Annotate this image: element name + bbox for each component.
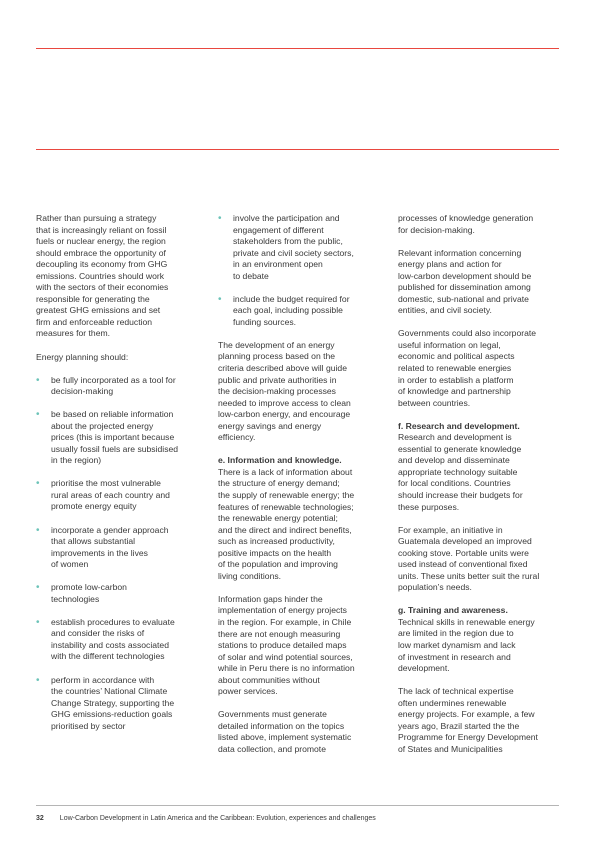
paragraph: Relevant information concerning energy plans and action for low-carbon development should be published for dissemination among domestic, sub-national and private entities, and civil society. (398, 247, 532, 316)
paragraph: Information gaps hinder the implementation of energy projects in the region. For example, in Chile there are not enough measuring stations to produce detailed maps of solar and wind potential sources, while in Peru there is no information about communities without power services. (218, 593, 355, 697)
energy-planning-list-continued (218, 213, 382, 328)
middle-accent-rule (36, 149, 559, 150)
page-footer (36, 814, 376, 823)
list-item: • establish procedures to evaluate and consider the risks of instability and costs associated with the different technologies (36, 616, 175, 662)
paragraph: Research and development is essential to generate knowledge and develop and disseminate appropriate technology suitable for local conditions. Countries should increase their budgets for these purposes. (398, 432, 523, 512)
section-heading-g: g. Training and awareness. (398, 605, 508, 616)
list-item: • be fully incorporated as a tool for decision-making (36, 374, 176, 397)
energy-planning-list (36, 375, 204, 733)
list-item: • involve the participation and engagement of different stakeholders from the public, private and civil society sectors, in an environment open to debate (218, 213, 354, 281)
paragraph: Governments could also incorporate useful information on legal, economic and political aspects related to renewable energies in order to establish a platform of knowledge and partnership between countries. (398, 328, 537, 408)
text-column-2 (218, 213, 382, 755)
top-accent-rule (36, 48, 559, 49)
list-item: • include the budget required for each goal, including possible funding sources. (218, 293, 350, 327)
bullet-icon: • (36, 616, 40, 628)
paragraph: There is a lack of information about the structure of energy demand; the supply of renewable energy; the features of renewable technologies; the renewable energy potential; and the direct and indirect benefits, such as increased productivity, positive impacts on the health of the population and improving living conditions. (218, 466, 355, 581)
paragraph: Governments must generate detailed information on the topics listed above, implement systematic data collection, and promote (218, 709, 352, 754)
paragraph: The development of an energy planning process based on the criteria described above will guide public and private authorities in the decision-making processes needed to improve access to clean low-carbon energy, and encourage energy savings and energy efficiency. (218, 339, 351, 443)
list-item: • promote low-carbon technologies (36, 582, 127, 604)
bullet-icon: • (218, 293, 222, 305)
text-column-3 (398, 213, 564, 755)
list-item: • perform in accordance with the countries’ National Climate Change Strategy, supporting the GHG emissions-reduction goals prioritised by sector (36, 674, 175, 731)
text-column-1 (36, 213, 204, 744)
section-heading-e: e. Information and knowledge. (218, 455, 342, 466)
bullet-icon: • (36, 524, 40, 536)
energy-planning-lead: Energy planning should: (36, 351, 129, 362)
paragraph: For example, an initiative in Guatemala developed an improved cooking stove. Portable units were used instead of conventional fixed units. These units better suit the rural population’s needs. (398, 524, 540, 593)
bullet-icon: • (36, 409, 40, 421)
bullet-icon: • (36, 478, 40, 490)
list-item: • incorporate a gender approach that allows substantial improvements in the lives of women (36, 524, 169, 570)
bullet-icon: • (36, 582, 40, 594)
page-number: 32 (36, 815, 44, 822)
bullet-icon: • (36, 374, 40, 386)
paragraph: The lack of technical expertise often undermines renewable energy projects. For example, a few years ago, Brazil started the the Programme for Energy Development of States and Municipalities (398, 686, 538, 754)
list-item: • be based on reliable information about the projected energy prices (this is important because usually fossil fuels are subsidised in the region) (36, 409, 179, 466)
bullet-icon: • (218, 213, 222, 224)
list-item: • prioritise the most vulnerable rural areas of each country and promote energy equity (36, 478, 170, 512)
publication-title: Low-Carbon Development in Latin America and the Caribbean: Evolution, experiences and challenges (59, 815, 376, 822)
paragraph: processes of knowledge generation for decision-making. (398, 213, 534, 235)
bullet-icon: • (36, 674, 40, 686)
section-heading-f: f. Research and development. (398, 420, 520, 431)
footer-rule (36, 805, 559, 806)
intro-paragraph: Rather than pursuing a strategy that is increasingly reliant on fossil fuels or nuclear energy, the region should embrace the opportunity of decoupling its economy from GHG emissions. Countries should work with the sectors of their economies responsible for generating the greatest GHG emissions and set firm and enforceable reduction measures for them. (36, 213, 169, 339)
paragraph: Technical skills in renewable energy are limited in the region due to low market dynamism and lack of investment in research and development. (398, 616, 535, 674)
